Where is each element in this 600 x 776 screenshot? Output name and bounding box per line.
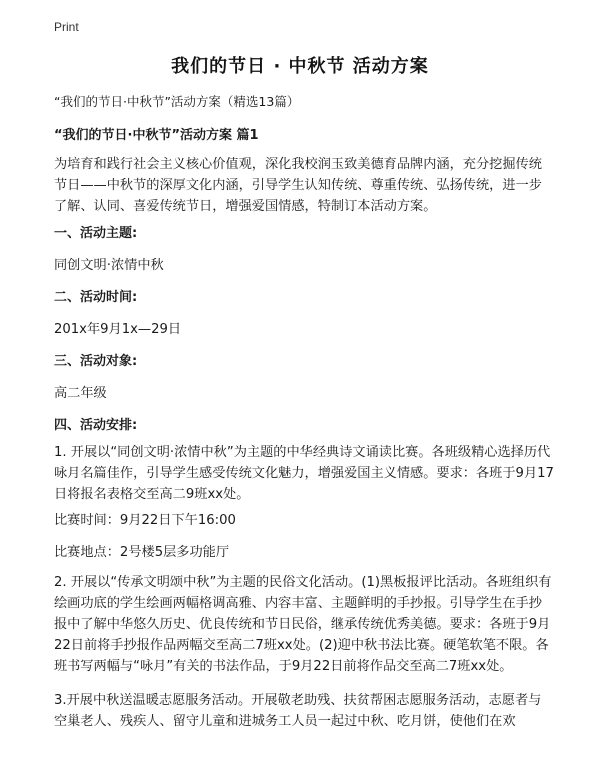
section-text-time: 201x年9月1x—29日: [54, 322, 182, 337]
section-heading-arrangement: 四、活动安排:: [54, 418, 138, 433]
document-subtitle: “我们的节日·中秋节”活动方案（精选13篇）: [54, 94, 300, 109]
section-heading-time: 二、活动时间:: [54, 290, 138, 305]
page-title: 我们的节日 · 中秋节 活动方案: [171, 56, 429, 77]
section-heading-target: 三、活动对象:: [54, 354, 138, 369]
intro-paragraph: 为培育和践行社会主义核心价值观，深化我校润玉致美德育品牌内涵，充分挖掘传统节日——中秋节的深厚文化内涵，引导学生认知传统、尊重传统、弘扬传统，进一步了解、认同、喜爱传统节日，增强爱国情感，特制订本活动方案。: [54, 157, 542, 214]
match-time: 比赛时间：9月22日下午16:00: [54, 513, 236, 528]
arrangement-item-2: 2. 开展以“传承文明颂中秋”为主题的民俗文化活动。(1)黑板报评比活动。各班组织有绘画功底的学生绘画两幅格调高雅、内容丰富、主题鲜明的手抄报。引导学生在手抄报中了解中华悠久历史、优良传统和节日民俗，继承传统优秀美德。要求：各班于9月22日前将手抄报作品两幅交至高二7班xx处。(2)迎中秋书法比赛。硬笔软笔不限。各班书写两幅与“咏月”有关的书法作品，于9月22日前将作品交至高二7班xx处。: [54, 575, 552, 674]
section-text-theme: 同创文明·浓情中秋: [54, 258, 164, 273]
match-place: 比赛地点：2号楼5层多功能厅: [54, 545, 230, 560]
arrangement-item-1: 1. 开展以“同创文明·浓情中秋”为主题的中华经典诗文诵读比赛。各班级精心选择历代咏月名篇佳作，引导学生感受传统文化魅力，增强爱国主义情感。要求：各班于9月17日将报名表格交至高二9班xx处。: [54, 445, 554, 502]
print-link[interactable]: Print: [54, 20, 79, 34]
arrangement-item-3: 3.开展中秋送温暖志愿服务活动。开展敬老助残、扶贫帮困志愿服务活动，志愿者与空巢老人、残疾人、留守儿童和进城务工人员一起过中秋、吃月饼，使他们在欢: [54, 693, 542, 729]
article-title: “我们的节日·中秋节”活动方案 篇1: [54, 128, 259, 143]
section-text-target: 高二年级: [54, 386, 107, 401]
section-heading-theme: 一、活动主题:: [54, 226, 138, 241]
